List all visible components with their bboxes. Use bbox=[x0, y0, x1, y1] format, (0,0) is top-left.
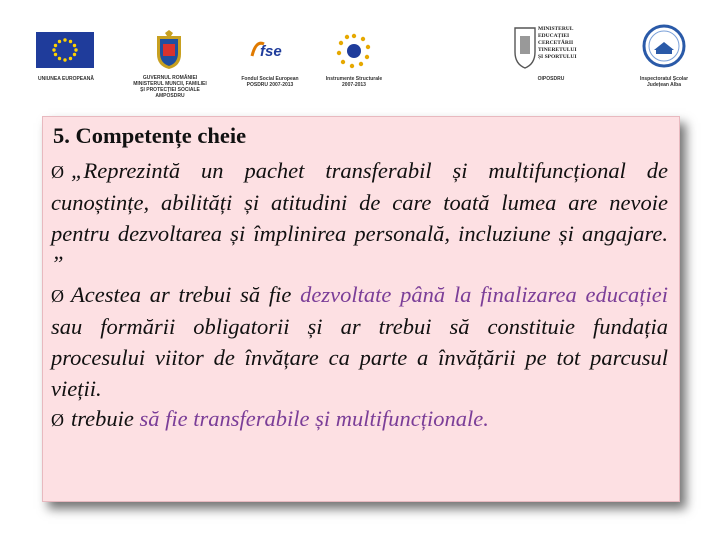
paragraph-development bbox=[51, 280, 668, 404]
development-highlight: dezvoltate până la finalizarea educației bbox=[300, 282, 669, 308]
fse-caption: Fondul Social European POSDRU 2007-2013 bbox=[241, 76, 299, 88]
arrow-bullet-icon: Ø bbox=[51, 286, 64, 307]
isj-caption: Inspectoratul Școlar Județean Alba bbox=[639, 76, 689, 88]
paragraph-definition bbox=[51, 156, 668, 280]
svg-text:fse: fse bbox=[260, 43, 282, 60]
romania-coat-of-arms-logo bbox=[153, 30, 185, 70]
gov-caption: GUVERNUL ROMÂNIEI MINISTERUL MUNCII, FAMILIEI ȘI PROTECȚIEI SOCIALE AMPOSDRU bbox=[133, 75, 207, 99]
instrumente-structurale-logo bbox=[332, 30, 376, 72]
arrow-bullet-icon: Ø bbox=[51, 162, 64, 182]
slide-title: 5. Competențe cheie bbox=[53, 123, 247, 148]
development-text-start: Acestea ar trebui să fie bbox=[71, 282, 301, 308]
eu-flag-logo bbox=[36, 32, 94, 68]
eu-caption: UNIUNEA EUROPEANĂ bbox=[38, 76, 94, 82]
ministerul-educatiei-logo: MINISTERUL EDUCAȚIEI CERCETĂRII TINERETULUI ȘI SPORTULUI bbox=[538, 26, 577, 60]
isj-alba-logo bbox=[642, 24, 686, 68]
instrumente-caption: Instrumente Structurale 2007-2013 bbox=[325, 76, 383, 88]
arrow-bullet-icon: Ø bbox=[51, 410, 64, 431]
fse-logo bbox=[246, 36, 290, 62]
logo-header bbox=[0, 0, 720, 112]
paragraph-transferable bbox=[51, 404, 668, 436]
definition-text: „Reprezintă un pachet transferabil și multifuncțional de cunoștințe, abilități și atitudini de care toată lumea are nevoie pentru dezvoltarea și împlinirea personală, incluziune și angajare. ” bbox=[51, 158, 668, 277]
transferable-highlight: să fie transferabile și multifuncționale. bbox=[139, 406, 489, 432]
ministerul-educatiei-crest-icon bbox=[512, 24, 538, 70]
transferable-text-start: trebuie bbox=[71, 406, 140, 432]
oiposdru-caption: OIPOSDRU bbox=[537, 76, 565, 82]
slide-content bbox=[51, 121, 668, 436]
development-text-end: sau formării obligatorii și ar trebui să constituie fundația procesului viitor de învățare ca parte a învățării pe tot parcusul vieții. bbox=[51, 313, 668, 401]
